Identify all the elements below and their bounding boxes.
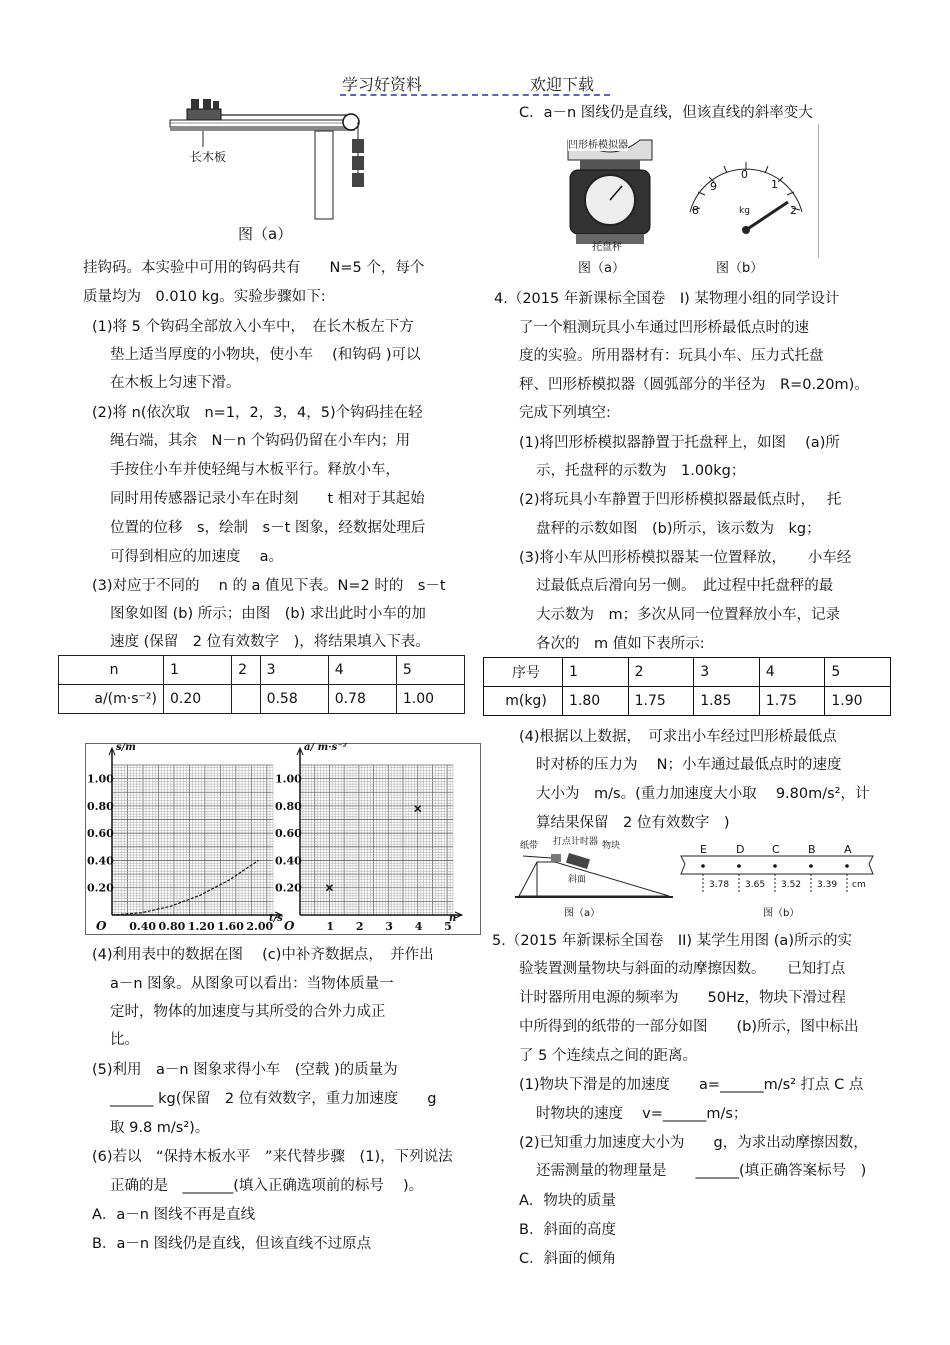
fig2-a-caption: 图（a）	[564, 908, 601, 919]
step4-line-3: 定时，物体的加速度与其所受的合外力成正	[110, 1004, 386, 1020]
table-cell: 5	[396, 656, 464, 685]
tape-dist-1: 3.78	[709, 880, 730, 890]
tape-unit: cm	[852, 880, 866, 890]
table-row	[484, 687, 891, 716]
table-cell: m(kg)	[484, 687, 563, 716]
table-row	[59, 656, 465, 685]
step4-line-1: (4)利用表中的数据在图 (c)中补齐数据点， 并作出	[92, 947, 434, 963]
q4-step4-line-1: (4)根据以上数据， 可求出小车经过凹形桥最低点	[519, 729, 837, 745]
q4-step1-line-1: (1)将凹形桥模拟器静置于托盘秤上，如图 (a)所	[519, 435, 840, 451]
q4-step3-line-1: (3)将小车从凹形桥模拟器某一位置释放， 小车经	[519, 550, 852, 566]
y-tick-label: 0.60	[275, 827, 302, 841]
x-tick-label: 0.40	[129, 920, 157, 933]
x-tick-label: 1	[326, 920, 335, 933]
table-cell: 1.85	[694, 687, 760, 716]
step1-line-2: 垫上适当厚度的小物块，使小车 (和钩码 )可以	[110, 347, 421, 363]
mass-table	[483, 657, 891, 716]
y-tick-label: 0.40	[275, 854, 302, 868]
q4-step2-line-1: (2)将玩具小车静置于凹形桥模拟器最低点时， 托	[519, 492, 842, 508]
q4-step3-line-4: 各次的 m 值如下表所示:	[536, 636, 705, 652]
dial-num-0: 0	[741, 168, 748, 181]
y-tick-label: 0.60	[87, 827, 114, 841]
fig-a-left-caption: 图（a）	[238, 225, 293, 243]
tape-letter-e: E	[700, 843, 707, 856]
step3-line-2: 图象如图 (b) 所示；由图 (b) 求出此时小车的加	[110, 606, 426, 622]
x-tick-label: 1.60	[217, 920, 244, 933]
tape-dist-3: 3.52	[781, 880, 802, 890]
table-cell: 1.90	[825, 687, 891, 716]
q4-line-3: 度的实验。所用器材有：玩具小车、压力式托盘	[519, 348, 824, 364]
q5-line-3: 计时器所用电源的频率为 50Hz，物块下滑过程	[519, 990, 846, 1006]
table-cell: 5	[825, 658, 891, 687]
q5-line-5: 了 5 个连续点之间的距离。	[519, 1048, 697, 1064]
table-cell: 0.78	[328, 685, 396, 714]
step6-line-1: (6)若以 “保持木板水平 ”来代替步骤 (1)，下列说法	[92, 1149, 453, 1165]
y-tick-label: 0.80	[275, 799, 302, 813]
q5-option-a: A．物块的质量	[519, 1193, 616, 1209]
table-cell: 1.80	[563, 687, 629, 716]
table-cell: 3	[694, 658, 760, 687]
table-cell: 1.00	[396, 685, 464, 714]
step2-line-4: 同时用传感器记录小车在时刻 t 相对于其起始	[110, 491, 425, 507]
step2-line-6: 可得到相应的加速度 a。	[110, 549, 283, 565]
y-axis-label: a/ m·s⁻²	[304, 743, 347, 753]
tape-letter-c: C	[772, 843, 780, 856]
table-cell: 1.75	[628, 687, 694, 716]
option-a: A．a－n 图线不再是直线	[92, 1207, 256, 1223]
dial-num-1: 1	[771, 178, 778, 191]
step5-line-1: (5)利用 a－n 图象求得小车 (空载 )的质量为	[92, 1062, 398, 1078]
q5-option-c: C．斜面的倾角	[519, 1251, 617, 1267]
paper-tape-label: 纸带	[520, 841, 539, 851]
table-cell: 0.20	[164, 685, 232, 714]
table-cell: 1	[164, 656, 232, 685]
table-cell: 0.58	[260, 685, 328, 714]
table-row	[484, 658, 891, 687]
table-row	[59, 685, 465, 714]
table-cell: 4	[328, 656, 396, 685]
q5-step2-line-1: (2)已知重力加速度大小为 g，为求出动摩擦因数，	[519, 1135, 868, 1151]
step5-line-3: 取 9.8 m/s²)。	[110, 1120, 210, 1136]
tape-letter-a: A	[844, 843, 852, 856]
acceleration-table	[58, 655, 465, 714]
q4-step4-line-3: 大小为 m/s。(重力加速度大小取 9.80m/s²，计	[536, 786, 870, 802]
q4-step4-line-4: 算结果保留 2 位有效数字 )	[536, 815, 730, 831]
q5-option-b: B．斜面的高度	[519, 1222, 616, 1238]
table-cell: 2	[232, 656, 260, 685]
q5-step2-line-2: 还需测量的物理量是 ______(填正确答案标号 )	[536, 1163, 867, 1179]
step6-line-2: 正确的是 _______(填入正确选项前的标号 )。	[110, 1178, 424, 1194]
y-tick-label: 1.00	[87, 772, 114, 786]
dial-num-2: 2	[790, 204, 797, 217]
x-tick-label: 3	[385, 920, 393, 933]
x-tick-label: 0.80	[158, 920, 186, 933]
q4-step4-line-2: 时对桥的压力为 N；小车通过最低点时的速度	[536, 757, 842, 773]
step2-line-2: 绳右端，其余 N－n 个钩码仍留在小车内；用	[110, 433, 411, 449]
q5-step1-line-1: (1)物块下滑是的加速度 a=______m/s² 打点 C 点	[519, 1077, 864, 1093]
header-left: 学习好资料	[342, 75, 423, 94]
paper-tape-figure	[677, 852, 877, 896]
x-tick-label: 2	[355, 920, 364, 933]
page-header	[340, 72, 610, 96]
q4-line-2: 了一个粗测玩具小车通过凹形桥最低点时的速	[519, 320, 809, 336]
table-cell	[232, 685, 260, 714]
intro-line-1: 挂钩码。本实验中可用的钩码共有 N=5 个，每个	[83, 260, 425, 276]
step5-line-2: ______ kg(保留 2 位有效数字，重力加速度 g	[110, 1091, 437, 1107]
tray-label: 托盘秤	[592, 242, 622, 253]
dial-unit: kg	[739, 206, 750, 216]
table-cell: 2	[628, 658, 694, 687]
figure-divider	[818, 124, 819, 258]
y-tick-label: 0.80	[87, 799, 114, 813]
q4-line-1: 4.（2015 年新课标全国卷 I) 某物理小组的同学设计	[494, 291, 840, 307]
dial-figure	[678, 140, 814, 240]
table-cell: 1.75	[759, 687, 825, 716]
table-cell: n	[59, 656, 164, 685]
step3-line-3: 速度 (保留 2 位有效数字 )，将结果填入下表。	[110, 634, 430, 650]
x-tick-label: 4	[414, 920, 423, 933]
q5-line-2: 验装置测量物块与斜面的动摩擦因数。 已知打点	[519, 961, 846, 977]
step1-line-3: 在木板上匀速下滑。	[110, 375, 241, 391]
dial-num-9: 9	[710, 180, 717, 193]
step2-line-5: 位置的位移 s，绘制 s－t 图象，经数据处理后	[110, 520, 426, 536]
y-tick-label: 0.20	[275, 881, 302, 895]
q5-step1-line-2: 时物块的速度 v=______m/s；	[536, 1106, 748, 1122]
y-axis-label: s/m	[116, 743, 136, 753]
board-label: 长木板	[190, 150, 227, 164]
y-tick-label: 0.40	[87, 854, 114, 868]
scale-label: 凹形桥模拟器	[568, 136, 628, 151]
q4-step1-line-2: 示，托盘秤的示数为 1.00kg；	[536, 463, 746, 479]
q4-step2-line-2: 盘秤的示数如图 (b)所示，该示数为 kg；	[536, 521, 821, 537]
table-cell: 1	[563, 658, 629, 687]
y-tick-label: 0.20	[87, 881, 114, 895]
timer-label: 打点计时器	[553, 837, 599, 847]
dial-num-8: 8	[692, 204, 699, 217]
intro-line-2: 质量均为 0.010 kg。实验步骤如下:	[83, 289, 326, 305]
x-tick-label: 5	[444, 920, 452, 933]
q4-step3-line-2: 过最低点后滑向另一侧。 此过程中托盘秤的最	[536, 578, 834, 594]
step3-line-1: (3)对应于不同的 n 的 a 值见下表。N=2 时的 s－t	[92, 578, 446, 594]
table-cell: 3	[260, 656, 328, 685]
tape-dist-4: 3.39	[817, 880, 838, 890]
x-tick-label: 2.00	[246, 920, 274, 933]
fig2-b-caption: 图（b）	[763, 908, 800, 919]
y-tick-label: 1.00	[275, 772, 302, 786]
tape-letter-d: D	[736, 843, 745, 856]
charts-svg	[85, 743, 479, 933]
option-b: B．a－n 图线仍是直线，但该直线不过原点	[92, 1236, 372, 1252]
fig-b-right-caption: 图（b）	[716, 261, 764, 276]
step4-line-2: a－n 图象。从图象可以看出：当物体质量一	[110, 976, 394, 992]
slope-label: 斜面	[568, 875, 587, 885]
header-right: 欢迎下载	[530, 75, 595, 94]
table-cell: a/(m·s⁻²)	[59, 685, 164, 714]
step2-line-3: 手按住小车并使轻绳与木板平行。释放小车，	[110, 462, 400, 478]
origin-label: O	[96, 919, 107, 933]
fig-a-right-caption: 图（a）	[578, 261, 625, 276]
q5-line-1: 5.（2015 年新课标全国卷 II) 某学生用图 (a)所示的实	[492, 933, 852, 949]
q4-line-5: 完成下列填空:	[519, 405, 611, 421]
step1-line-1: (1)将 5 个钩码全部放入小车中， 在长木板左下方	[92, 319, 414, 335]
tape-dist-2: 3.65	[745, 880, 766, 890]
table-cell: 4	[759, 658, 825, 687]
option-c: C．a－n 图线仍是直线，但该直线的斜率变大	[519, 105, 813, 121]
step2-line-1: (2)将 n(依次取 n=1，2，3，4，5)个钩码挂在轻	[92, 405, 423, 421]
origin-label: O	[284, 919, 295, 933]
x-axis-label: n	[449, 913, 457, 924]
table-cell: 序号	[484, 658, 563, 687]
x-axis-label: t/s	[269, 913, 283, 924]
q4-line-4: 秤、凹形桥模拟器（圆弧部分的半径为 R=0.20m)。	[519, 377, 869, 393]
q5-line-4: 中所得到的纸带的一部分如图 (b)所示，图中标出	[519, 1019, 859, 1035]
tape-letter-b: B	[808, 843, 816, 856]
step4-line-4: 比。	[110, 1032, 139, 1048]
q4-step3-line-3: 大示数为 m；多次从同一位置释放小车，记录	[536, 607, 841, 623]
block-label: 物块	[602, 841, 621, 851]
x-tick-label: 1.20	[187, 920, 215, 933]
